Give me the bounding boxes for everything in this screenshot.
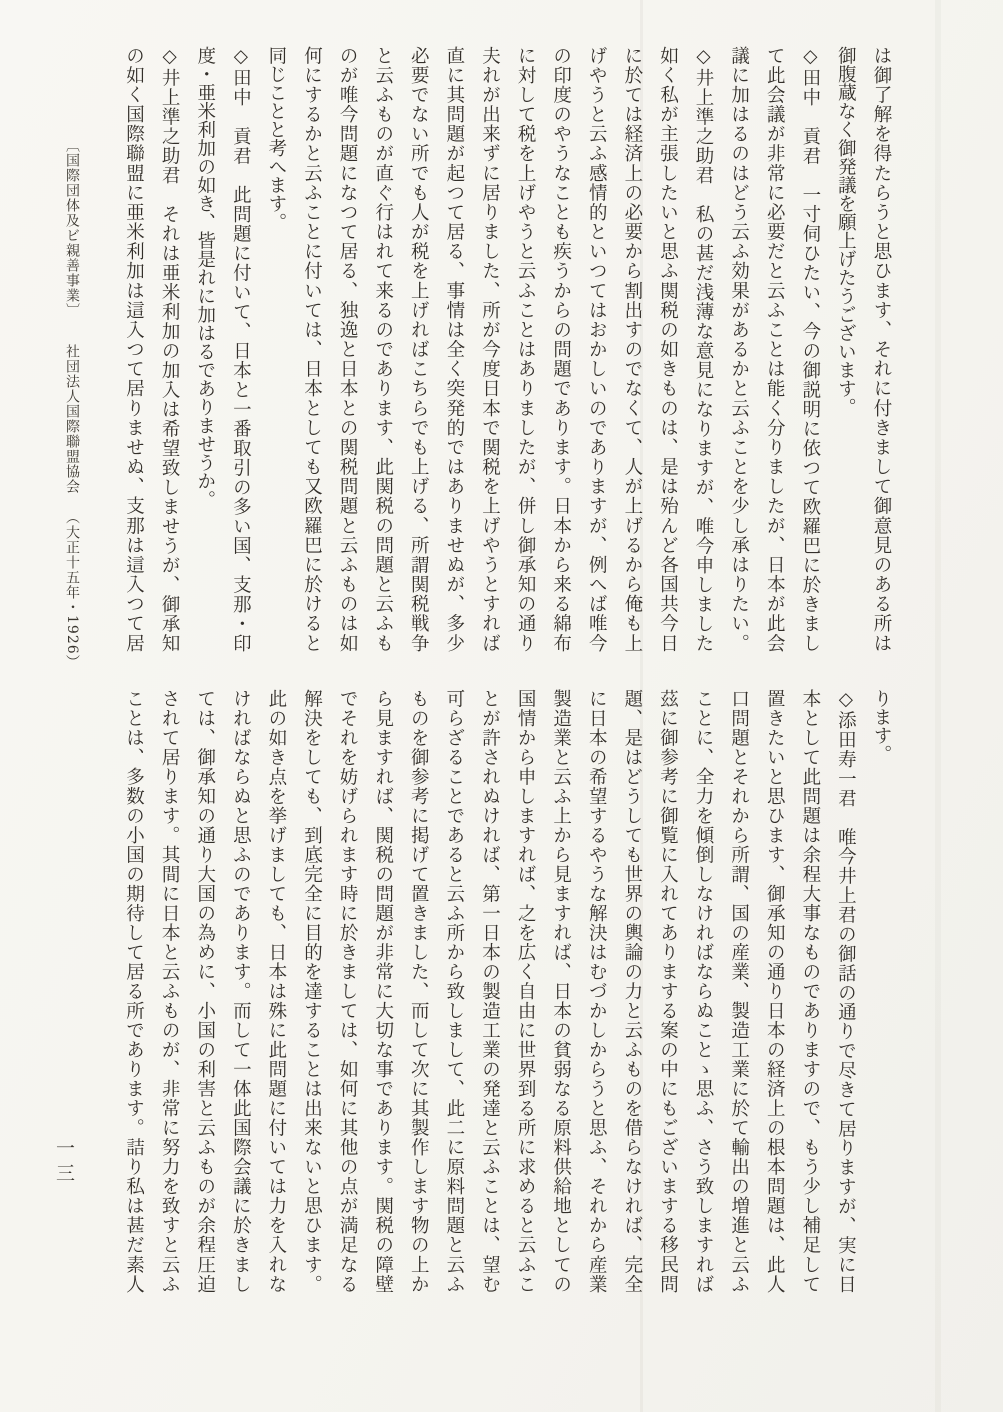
text-column: ◇田中 貢君 此問題に付いて、日本と一番取引の多い国、支那・印 xyxy=(230,46,252,652)
text-column: 題、是はどうしても世界の輿論の力と云ふものを借らなければ、完全 xyxy=(621,689,643,1293)
page-number: 一三 xyxy=(53,1138,75,1188)
text-column: の如く国際聯盟に亜米利加は這入つて居りませぬ、支那は這入つて居 xyxy=(123,46,145,653)
scan-streak xyxy=(935,0,941,1412)
text-column: ものを御参考に掲げて置きました、而して次に其製作します物の上か xyxy=(408,689,430,1293)
text-column: 製造業と云ふ上から見ますれば、日本の貧弱なる原料供給地としての xyxy=(550,689,572,1293)
text-column: ことは、多数の小国の期待して居る所であります。詰り私は甚だ素人 xyxy=(123,689,145,1293)
caption-gap xyxy=(72,494,73,510)
text-column: て此会議が非常に必要だと云ふことは能く分りましたが、日本が此会 xyxy=(764,46,786,652)
text-column: 夫れが出来ずに居りました、所が今度日本で関税を上げやうとすれば xyxy=(479,46,501,652)
text-column: ◇田中 貢君 一寸伺ひたい、今の御説明に依つて欧羅巴に於きまし xyxy=(799,46,821,652)
text-column: 何にするかと云ふことに付いては、日本としても又欧羅巴に於けると xyxy=(301,46,323,652)
text-column: ことに、全力を傾倒しなければならぬことゝ思ふ、さう致しますれば xyxy=(693,689,715,1293)
margin-caption xyxy=(60,138,83,678)
text-column: と云ふものが直ぐ行はれて来るのであります、此関税の問題と云ふも xyxy=(372,46,394,652)
text-column: ◇井上準之助君 それは亜米利加の加入は希望致しませうが、御承知 xyxy=(159,46,181,652)
text-column: 置きたいと思ひます、御承知の通り日本の経済上の根本問題は、此人 xyxy=(764,689,786,1293)
text-column: ら見ますれば、関税の問題が非常に大切な事であります。関税の障壁 xyxy=(372,689,394,1293)
caption-gap xyxy=(72,318,73,344)
text-column: 度・亜米利加の如き、皆是れに加はるでありませうか。 xyxy=(194,46,216,509)
text-column: に於ては経済上の必要から割出すのでなくて、人が上げるから俺も上 xyxy=(621,46,643,652)
text-column: 国情から申しますれば、之を広く自由に世界到る所に求めると云ふこ xyxy=(515,689,537,1293)
margin-caption-series: 〔国際団体及ビ親善事業〕 xyxy=(64,138,80,318)
text-column: 議に加はるのはどう云ふ効果があるかと云ふことを少し承はりたい。 xyxy=(728,46,750,652)
text-column: 如く私が主張したいと思ふ関税の如きものは、是は殆んど各国共今日 xyxy=(657,46,679,652)
text-column: 直に其問題が起つて居る、事情は全く突発的ではありませぬが、多少 xyxy=(443,46,465,652)
text-column: ◇井上準之助君 私の甚だ浅薄な意見になりますが、唯今申しました xyxy=(693,46,715,652)
text-column: に対して税を上げやうと云ふことはありましたが、併し御承知の通り xyxy=(515,46,537,652)
text-column: 可らざることであると云ふ所から致しまして、此二に原料問題と云ふ xyxy=(443,689,465,1293)
text-column: の印度のやうなことも疾うからの問題であります。日本から来る綿布 xyxy=(550,46,572,652)
text-column: とが許されぬければ、第一日本の製造工業の発達と云ふことは、望む xyxy=(479,689,501,1293)
text-column: 此の如き点を挙げましても、日本は殊に此問題に付いては力を入れな xyxy=(265,689,287,1293)
text-column: 茲に御参考に御覧に入れてありまする案の中にもございまする移民問 xyxy=(657,689,679,1293)
text-column: されて居ります。其間に日本と云ふものが、非常に努力を致すと云ふ xyxy=(159,689,181,1293)
text-column: ければならぬと思ふのであります。而して一体此国際会議に於きまし xyxy=(230,689,252,1293)
text-column: げやうと云ふ感情的といつてはおかしいのでありますが、例へば唯今 xyxy=(586,46,608,652)
text-column: ◇添田寿一君 唯今井上君の御話の通りで尽きて居りますが、実に日 xyxy=(835,689,857,1293)
bottom-text-block xyxy=(116,689,899,1293)
margin-caption-year: （大正十五年・1926） xyxy=(64,510,80,670)
text-column: 口問題とそれから所謂、国の産業、製造工業に於て輸出の増進と云ふ xyxy=(728,689,750,1293)
text-column: のが唯今問題になつて居る、独逸と日本との関税問題と云ふものは如 xyxy=(337,46,359,652)
text-column: でそれを妨げられます時に於きましては、如何に其他の点が満足なる xyxy=(337,689,359,1293)
text-column: は御了解を得たらうと思ひます、それに付きまして御意見のある所は xyxy=(871,46,892,653)
text-column: 同じことと考へます。 xyxy=(265,46,287,231)
text-column: に日本の希望するやうな解決はむづかしからうと思ふ、それから産業 xyxy=(586,689,608,1293)
text-column: ては、御承知の通り大国の為めに、小国の利害と云ふものが余程圧迫 xyxy=(194,689,216,1293)
text-column: ります。 xyxy=(871,689,892,763)
text-column: 御腹蔵なく御発議を願上げたうございます。 xyxy=(835,46,857,416)
text-column: 本として此問題は余程大事なものでありますので、もう少し補足して xyxy=(799,689,821,1293)
text-column: 必要でない所でも人が税を上げればこちらでも上げる、所謂関税戦争 xyxy=(408,46,430,652)
margin-caption-publisher: 社団法人国際聯盟協会 xyxy=(64,344,80,494)
text-column: 解決をしても、到底完全に目的を達することは出来ないと思ひます。 xyxy=(301,689,323,1293)
top-text-block xyxy=(116,46,899,652)
